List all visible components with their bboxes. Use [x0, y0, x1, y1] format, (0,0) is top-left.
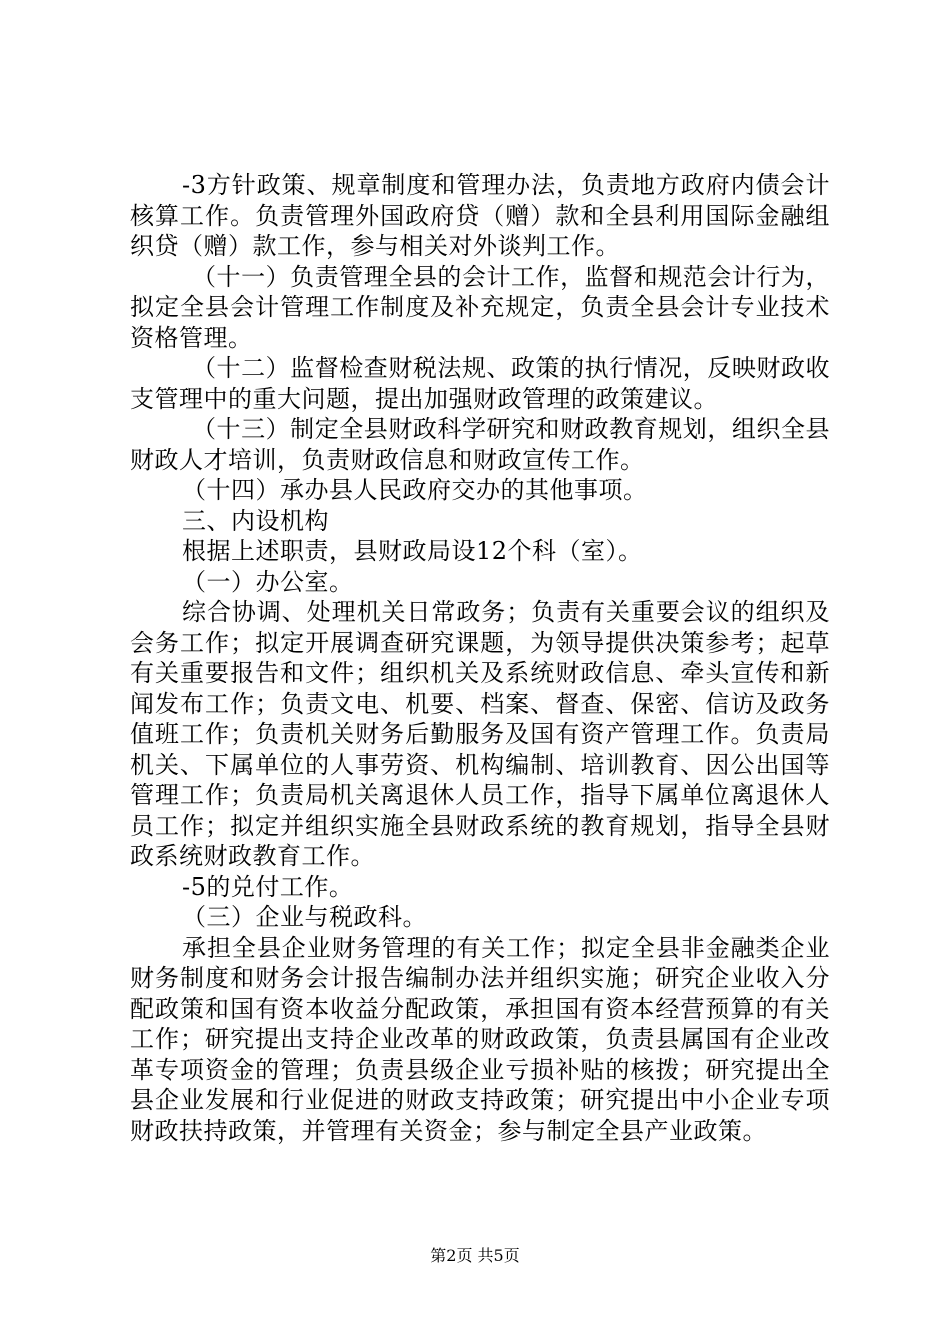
- document-body: [130, 170, 830, 1146]
- paragraph: （十一）负责管理全县的会计工作，监督和规范会计行为，拟定全县会计管理工作制度及补充规定，负责全县会计专业技术资格管理。: [130, 262, 830, 352]
- paragraph: 根据上述职责，县财政局设12个科（室）。: [182, 537, 643, 565]
- paragraph: -3方针政策、规章制度和管理办法，负责地方政府内债会计核算工作。负责管理外国政府贷（赠）款和全县利用国际金融组织贷（赠）款工作，参与相关对外谈判工作。: [130, 171, 830, 260]
- page-number: 第2页 共5页: [430, 1246, 520, 1265]
- subsection-heading: （三）企业与税政科。: [182, 903, 427, 931]
- section-heading: 三、内设机构: [182, 506, 329, 535]
- paragraph: 承担全县企业财务管理的有关工作；拟定全县非金融类企业财务制度和财务会计报告编制办法并组织实施；研究企业收入分配政策和国有资本收益分配政策，承担国有资本经营预算的有关工作；研究提出支持企业改革的财政政策，负责县属国有企业改革专项资金的管理；负责县级企业亏损补贴的核拨；研究提出全县企业发展和行业促进的财政支持政策；研究提出中小企业专项财政扶持政策，并管理有关资金；参与制定全县产业政策。: [130, 933, 830, 1145]
- paragraph: （十三）制定全县财政科学研究和财政教育规划，组织全县财政人才培训，负责财政信息和财政宣传工作。: [130, 415, 830, 474]
- paragraph: （十二）监督检查财税法规、政策的执行情况，反映财政收支管理中的重大问题，提出加强财政管理的政策建议。: [130, 354, 830, 413]
- page-footer: [0, 1246, 950, 1266]
- paragraph: -5的兑付工作。: [182, 872, 354, 901]
- subsection-heading: （一）办公室。: [182, 567, 354, 596]
- paragraph: 综合协调、处理机关日常政务；负责有关重要会议的组织及会务工作；拟定开展调查研究课题，为领导提供决策参考；起草有关重要报告和文件；组织机关及系统财政信息、牵头宣传和新闻发布工作；负责文电、机要、档案、督查、保密、信访及政务值班工作；负责机关财务后勤服务及国有资产管理工作。负责局机关、下属单位的人事劳资、机构编制、培训教育、因公出国等管理工作；负责局机关离退休人员工作，指导下属单位离退休人员工作；拟定并组织实施全县财政系统的教育规划，指导全县财政系统财政教育工作。: [130, 598, 830, 870]
- paragraph: （十四）承办县人民政府交办的其他事项。: [182, 476, 648, 504]
